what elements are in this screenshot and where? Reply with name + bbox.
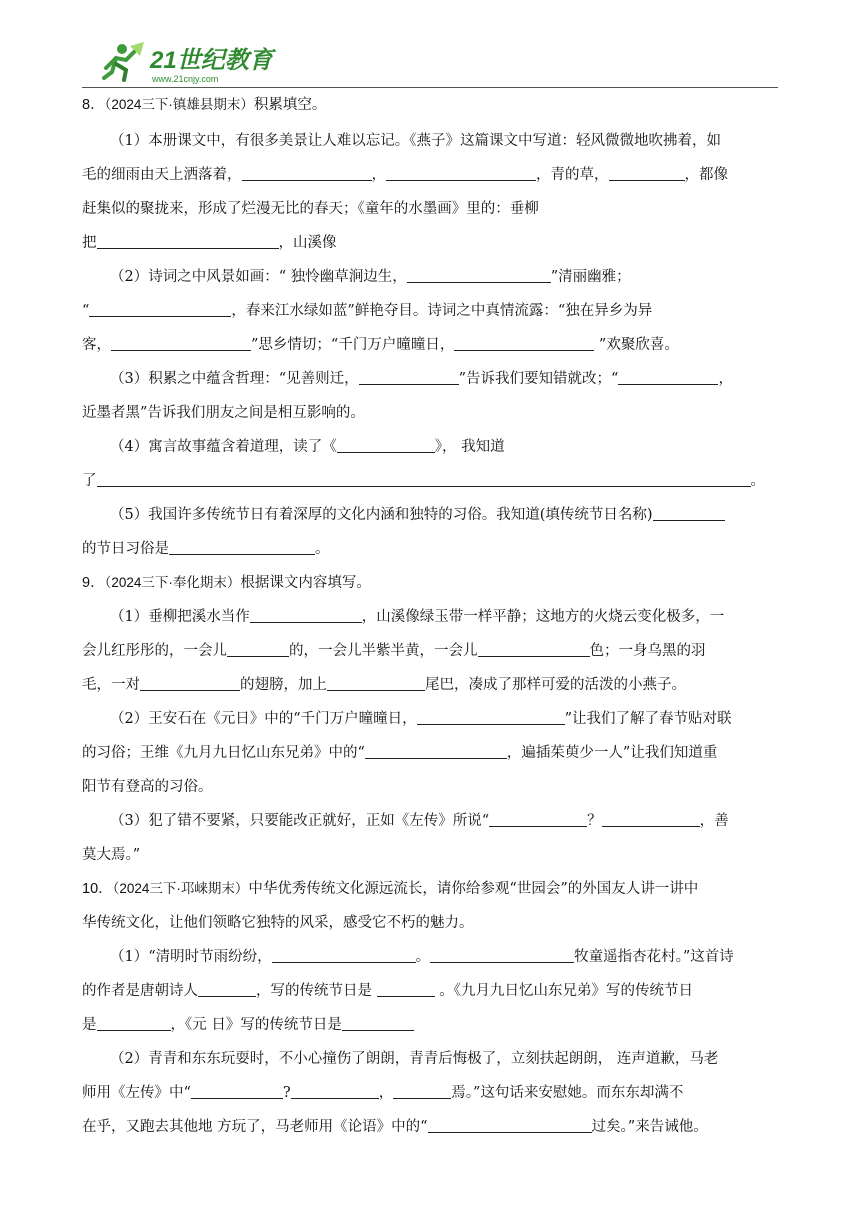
q8-line: （1）本册课文中，有很多美景让人难以忘记。《燕子》这篇课文中写道：轻风微微地吹拂着，如 — [110, 133, 721, 149]
answer-blank[interactable] — [386, 165, 536, 181]
answer-blank[interactable] — [417, 709, 565, 725]
q10-line: 华传统文化，让他们领略它独特的风采，感受它不朽的魅力。 — [82, 915, 474, 931]
answer-blank[interactable] — [478, 641, 590, 657]
q9-line: 会儿红彤彤的，一会儿 的，一会儿半紫半黄，一会儿 色；一身乌黑的羽 — [82, 643, 706, 659]
answer-blank[interactable] — [169, 539, 315, 555]
q8-line: （5）我国许多传统节日有着深厚的文化内涵和独特的习俗。我知道(填传统节日名称) — [110, 504, 725, 526]
q10-line: （1）“清明时节雨纷纷， 。 牧童遥指杏花村。”这首诗 — [110, 949, 734, 965]
answer-blank[interactable] — [602, 811, 700, 827]
answer-blank[interactable] — [89, 301, 231, 317]
answer-blank[interactable] — [428, 1117, 592, 1133]
answer-blank[interactable] — [250, 607, 362, 623]
answer-blank[interactable] — [198, 981, 256, 997]
answer-blank[interactable] — [227, 641, 289, 657]
answer-blank[interactable] — [337, 437, 435, 453]
q8-line: （4）寓言故事蕴含着道理，读了《 》， 我知道 — [110, 439, 505, 455]
question-9-title: 9．（2024三下·奉化期末）根据课文内容填写。 — [82, 575, 371, 591]
answer-blank[interactable] — [430, 947, 574, 963]
q9-line: （2）王安石在《元日》中的“千门万户曈曈日， ”让我们了解了春节贴对联 — [110, 711, 732, 727]
answer-blank[interactable] — [454, 335, 594, 351]
answer-blank[interactable] — [140, 675, 240, 691]
q10-line: 是 ，《元 日》写的传统节日是 — [82, 1014, 414, 1036]
answer-blank[interactable] — [242, 165, 372, 181]
svg-text:21世纪教育: 21世纪教育 — [150, 47, 273, 74]
answer-blank[interactable] — [97, 471, 751, 487]
page-header — [0, 0, 860, 90]
answer-blank[interactable] — [489, 811, 587, 827]
q9-line: 莫大焉。” — [82, 847, 141, 863]
q8-line: 近墨者黑”告诉我们朋友之间是相互影响的。 — [82, 405, 365, 421]
question-10-title: 10．（2024三下·邛崃期末）中华优秀传统文化源远流长，请你给参观“世园会”的外国友人讲一讲中 — [82, 881, 699, 897]
answer-blank[interactable] — [97, 233, 279, 249]
answer-blank[interactable] — [111, 335, 251, 351]
q9-line: 的习俗；王维《九月九日忆山东兄弟》中的“ ，遍插茱萸少一人”让我们知道重 — [82, 745, 718, 761]
answer-blank[interactable] — [291, 1083, 379, 1099]
q10-line: 师用《左传》中“ ? ， 焉。”这句话来安慰她。而东东却满不 — [82, 1085, 684, 1101]
header-divider — [82, 87, 778, 88]
q8-line: 客， ”思乡情切；“千门万户曈曈日， ”欢聚欣喜。 — [82, 337, 679, 353]
answer-blank[interactable] — [377, 981, 435, 997]
q8-line: （3）积累之中蕴含哲理：“见善则迁， ”告诉我们要知错就改；“ ， — [110, 371, 733, 387]
q8-line: 把 ，山溪像 — [82, 235, 337, 251]
question-8-title: 8．（2024三下·镇雄县期末）积累填空。 — [82, 97, 327, 113]
q9-line: 毛，一对 的翅膀，加上 尾巴，凑成了那样可爱的活泼的小燕子。 — [82, 677, 686, 693]
answer-blank[interactable] — [653, 505, 725, 521]
answer-blank[interactable] — [365, 743, 507, 759]
q9-line: （3）犯了错不要紧，只要能改正就好，正如《左传》所说“ ？ ，善 — [110, 813, 729, 829]
answer-blank[interactable] — [191, 1083, 283, 1099]
q9-line: 阳节有登高的习俗。 — [82, 779, 213, 795]
answer-blank[interactable] — [407, 267, 551, 283]
answer-blank[interactable] — [272, 947, 416, 963]
answer-blank[interactable] — [342, 1015, 414, 1031]
logo-21cnjy — [100, 38, 280, 88]
q8-line: “ ，春来江水绿如蓝”鲜艳夺目。诗词之中真情流露：“独在异乡为异 — [82, 303, 653, 319]
answer-blank[interactable] — [97, 1015, 171, 1031]
answer-blank[interactable] — [327, 675, 425, 691]
answer-blank[interactable] — [618, 369, 718, 385]
q8-line: 了 。 — [82, 473, 765, 489]
q10-line: 在乎，又跑去其他地 方玩了，马老师用《论语》中的“ 过矣。”来告诫他。 — [82, 1119, 708, 1135]
q10-line: 的作者是唐朝诗人 ，写的传统节日是 。《九月九日忆山东兄弟》写的传统节日 — [82, 983, 693, 999]
q8-line: 赶集似的聚拢来，形成了烂漫无比的春天；《童年的水墨画》里的：垂柳 — [82, 201, 539, 217]
q9-line: （1）垂柳把溪水当作 ，山溪像绿玉带一样平静；这地方的火烧云变化极多，一 — [110, 609, 725, 625]
answer-blank[interactable] — [359, 369, 459, 385]
answer-blank[interactable] — [609, 165, 685, 181]
running-man-icon — [104, 42, 144, 80]
q8-line: 的节日习俗是 。 — [82, 541, 330, 557]
q10-line: （2）青青和东东玩耍时，不小心撞伤了朗朗，青青后悔极了，立刻扶起朗朗， 连声道歉，马老 — [110, 1051, 719, 1067]
svg-text:www.21cnjy.com: www.21cnjy.com — [152, 74, 219, 84]
q8-line: （2）诗词之中风景如画：“ 独怜幽草涧边生， ”清丽幽雅； — [110, 269, 631, 285]
answer-blank[interactable] — [393, 1083, 451, 1099]
q8-line: 毛的细雨由天上洒落着， ， ，青的草， ，都像 — [82, 167, 728, 183]
